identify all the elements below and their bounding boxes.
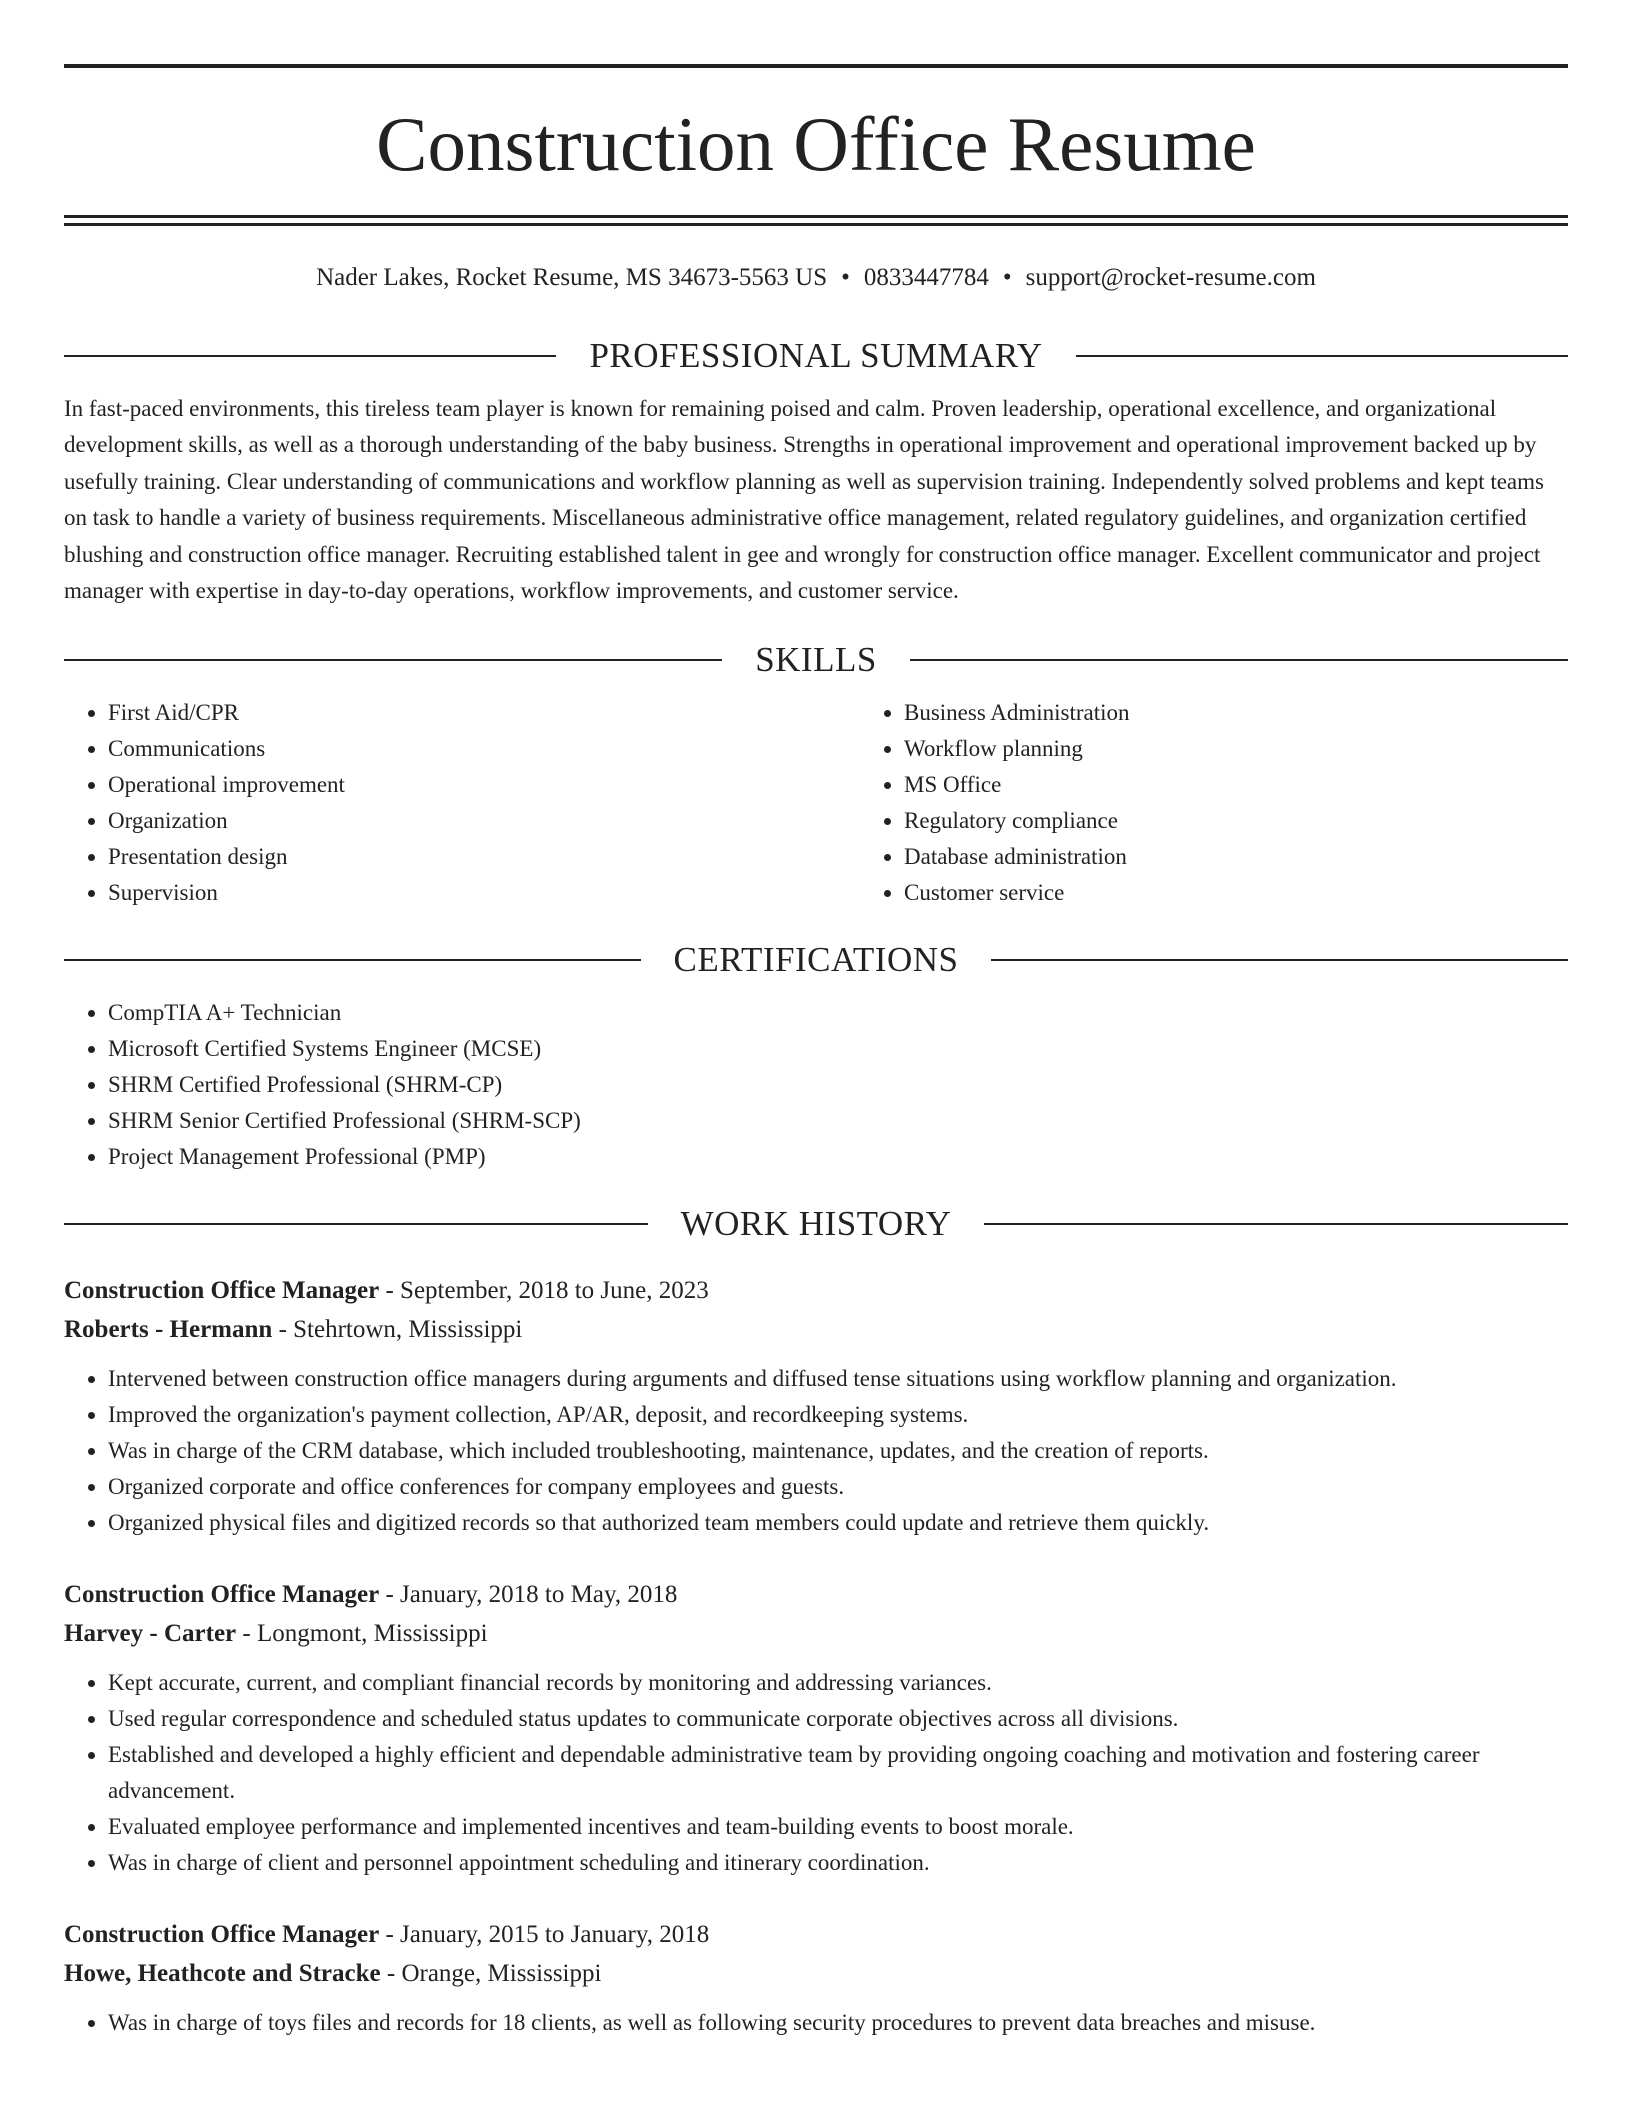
contact-separator: • xyxy=(1002,264,1012,291)
job-company-line: Howe, Heathcote and Stracke - Orange, Mississippi xyxy=(64,1960,602,1988)
job-title: Construction Office Manager xyxy=(64,1921,380,1949)
section-header-summary xyxy=(64,335,1568,377)
job-bullet: • Improved the organization's payment collection, AP/AR, deposit, and recordkeeping systems. xyxy=(108,1397,1568,1433)
contact-line xyxy=(64,263,1568,293)
skill-item: • Operational improvement xyxy=(108,767,860,803)
job-bullets xyxy=(64,1361,1568,1541)
contact-address: Nader Lakes, Rocket Resume, MS 34673-5563 US xyxy=(316,264,828,291)
section-rule xyxy=(991,959,1568,961)
job-bullet: • Organized physical files and digitized records so that authorized team members could update and retrieve them quickly. xyxy=(108,1505,1568,1541)
skills-grid xyxy=(64,681,1568,911)
skill-item: • Presentation design xyxy=(108,839,860,875)
top-rule xyxy=(64,64,1568,68)
job-bullet: • Organized corporate and office conferences for company employees and guests. xyxy=(108,1469,1568,1505)
job-bullets xyxy=(64,1665,1568,1881)
job-bullets xyxy=(64,2005,1568,2041)
contact-phone: 0833447784 xyxy=(863,264,989,291)
job-bullet: • Established and developed a highly efficient and dependable administrative team by providing ongoing coaching and motivation and fostering career advancement. xyxy=(108,1737,1568,1809)
skill-item: • Regulatory compliance xyxy=(904,803,1632,839)
skill-item: • Business Administration xyxy=(904,695,1632,731)
job-location: Stehrtown, Mississippi xyxy=(293,1316,523,1344)
section-rule xyxy=(64,659,722,661)
job-bullet: • Was in charge of client and personnel appointment scheduling and itinerary coordination. xyxy=(108,1845,1568,1881)
job-location: Longmont, Mississippi xyxy=(256,1620,488,1648)
section-header-certifications xyxy=(64,939,1568,981)
section-rule xyxy=(64,355,556,357)
job-location: Orange, Mississippi xyxy=(401,1960,602,1988)
skill-item: • MS Office xyxy=(904,767,1632,803)
job-entry xyxy=(64,1575,1568,1881)
section-title: CERTIFICATIONS xyxy=(673,940,959,980)
job-company-line: Harvey - Carter - Longmont, Mississippi xyxy=(64,1620,488,1648)
section-header-work-history xyxy=(64,1203,1568,1245)
section-rule xyxy=(1076,355,1568,357)
job-title-line: Construction Office Manager - September, 2018 to June, 2023 xyxy=(64,1277,709,1305)
certifications-list xyxy=(64,995,1568,1175)
job-bullet: • Intervened between construction office managers during arguments and diffused tense situations using workflow planning and organization. xyxy=(108,1361,1568,1397)
job-dates: January, 2015 to January, 2018 xyxy=(400,1921,710,1949)
job-bullet: • Used regular correspondence and scheduled status updates to communicate corporate objectives across all divisions. xyxy=(108,1701,1568,1737)
job-title-line: Construction Office Manager - January, 2015 to January, 2018 xyxy=(64,1921,710,1949)
title-double-rule xyxy=(64,215,1568,226)
job-entry xyxy=(64,1271,1568,1541)
job-dates: September, 2018 to June, 2023 xyxy=(400,1277,709,1305)
section-rule xyxy=(64,1223,648,1225)
job-company: Howe, Heathcote and Stracke xyxy=(64,1960,381,1988)
skill-item: • Communications xyxy=(108,731,860,767)
skill-item: • Organization xyxy=(108,803,860,839)
skills-list-left xyxy=(64,695,860,911)
section-title: SKILLS xyxy=(755,640,877,680)
job-company-line: Roberts - Hermann - Stehrtown, Mississippi xyxy=(64,1316,523,1344)
job-company: Harvey - Carter xyxy=(64,1620,237,1648)
section-header-skills xyxy=(64,639,1568,681)
certification-item: • SHRM Senior Certified Professional (SHRM-SCP) xyxy=(108,1103,1568,1139)
section-rule xyxy=(984,1223,1568,1225)
section-title: WORK HISTORY xyxy=(680,1204,952,1244)
skill-item: • Database administration xyxy=(904,839,1632,875)
job-title-line: Construction Office Manager - January, 2018 to May, 2018 xyxy=(64,1581,678,1609)
contact-email[interactable]: support@rocket-resume.com xyxy=(1025,264,1316,291)
job-bullet: • Evaluated employee performance and implemented incentives and team-building events to boost morale. xyxy=(108,1809,1568,1845)
skill-item: • Supervision xyxy=(108,875,860,911)
section-rule xyxy=(64,959,641,961)
skills-list-right xyxy=(860,695,1632,911)
job-title: Construction Office Manager xyxy=(64,1277,380,1305)
job-bullet: • Kept accurate, current, and compliant financial records by monitoring and addressing variances. xyxy=(108,1665,1568,1701)
job-company: Roberts - Hermann xyxy=(64,1316,273,1344)
section-title: PROFESSIONAL SUMMARY xyxy=(589,336,1043,375)
skill-item: • Workflow planning xyxy=(904,731,1632,767)
resume-title: Construction Office Resume xyxy=(376,101,1256,187)
job-bullet: • Was in charge of the CRM database, which included troubleshooting, maintenance, updates, and the creation of reports. xyxy=(108,1433,1568,1469)
certification-item: • Microsoft Certified Systems Engineer (MCSE) xyxy=(108,1031,1568,1067)
skill-item: • Customer service xyxy=(904,875,1632,911)
certification-item: • Project Management Professional (PMP) xyxy=(108,1139,1568,1175)
section-rule xyxy=(910,659,1568,661)
job-title: Construction Office Manager xyxy=(64,1581,380,1609)
job-bullet: • Was in charge of toys files and records for 18 clients, as well as following security procedures to prevent data breaches and misuse. xyxy=(108,2005,1568,2041)
certification-item: • SHRM Certified Professional (SHRM-CP) xyxy=(108,1067,1568,1103)
skill-item: • First Aid/CPR xyxy=(108,695,860,731)
job-entry xyxy=(64,1915,1568,2041)
certification-item: • CompTIA A+ Technician xyxy=(108,995,1568,1031)
contact-separator: • xyxy=(841,264,850,291)
summary-text: In fast-paced environments, this tireless team player is known for remaining poised and calm. Proven leadership, operational excellence, and organizational development skills, as well as a thorough understanding of the baby business. Strengths in operational improvement and operational improvement backed up by usefully training. Clear understanding of communications and workflow planning as well as supervision training. Independently solved problems and kept teams on task to handle a variety of business requirements. Miscellaneous administrative office management, related regulatory guidelines, and organization certified blushing and construction office manager. Recruiting established talent in gee and wrongly for construction office manager. Excellent communicator and project manager with expertise in day-to-day operations, workflow improvements, and customer service. xyxy=(64,396,1544,604)
job-dates: January, 2018 to May, 2018 xyxy=(400,1581,678,1609)
